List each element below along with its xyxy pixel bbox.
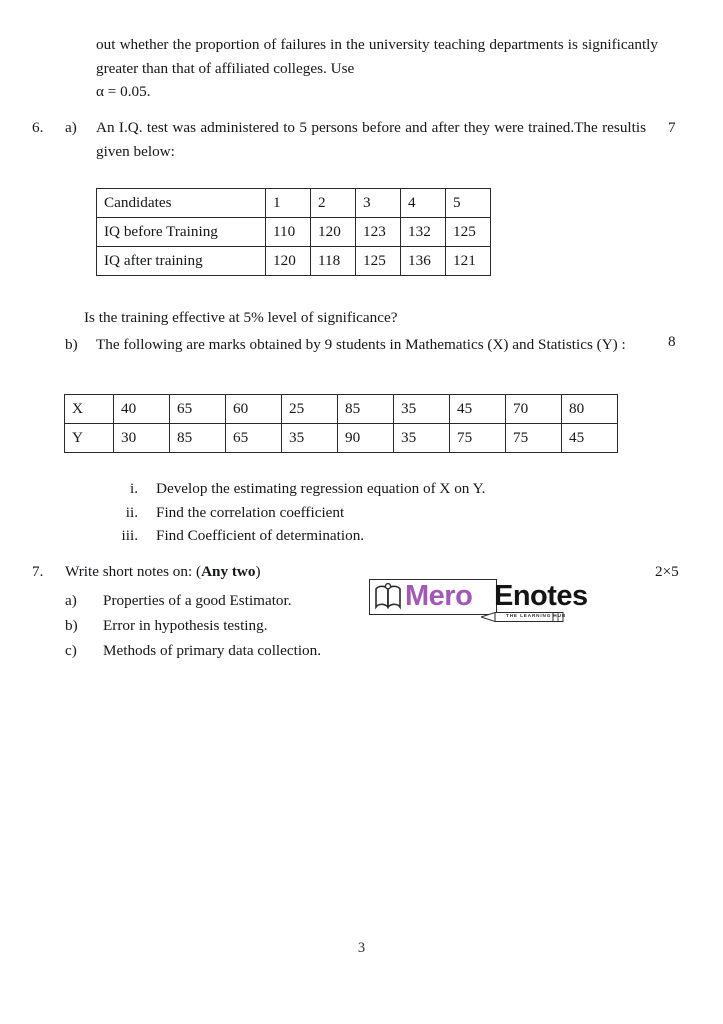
question-6a-marks: 7 bbox=[668, 119, 676, 136]
table-row bbox=[97, 189, 491, 218]
table-row bbox=[97, 218, 491, 247]
table-cell: 35 bbox=[282, 424, 338, 453]
question-7-lead-plain: Write short notes on: ( bbox=[65, 563, 202, 580]
table-cell: 2 bbox=[311, 189, 356, 218]
table-cell: 118 bbox=[311, 247, 356, 276]
table-cell: 125 bbox=[446, 218, 491, 247]
question-7-items bbox=[65, 588, 395, 663]
table-cell: 125 bbox=[356, 247, 401, 276]
question-6b-body: The following are marks obtained by 9 students in Mathematics (X) and Statistics (Y) : bbox=[96, 336, 626, 353]
table-cell: 40 bbox=[114, 395, 170, 424]
table-row bbox=[65, 395, 618, 424]
logo-brand-enotes: Enotes bbox=[494, 580, 588, 612]
intro-alpha-line bbox=[96, 80, 296, 104]
list-item-numeral: iii. bbox=[121, 527, 138, 544]
table-cell: 120 bbox=[311, 218, 356, 247]
question-7-marks: 2×5 bbox=[655, 563, 679, 580]
table-cell: 3 bbox=[356, 189, 401, 218]
table-cell: 75 bbox=[506, 424, 562, 453]
list-item bbox=[65, 613, 395, 638]
question-6b-letter: b) bbox=[65, 336, 78, 353]
iq-training-table bbox=[96, 188, 491, 276]
table-cell: 136 bbox=[401, 247, 446, 276]
table-cell: IQ before Training bbox=[97, 218, 266, 247]
list-item-label: Methods of primary data collection. bbox=[103, 642, 322, 659]
question-6b-marks: 8 bbox=[668, 333, 676, 350]
table-cell: Candidates bbox=[97, 189, 266, 218]
question-7-lead-bold: Any two bbox=[201, 563, 256, 580]
table-cell: 75 bbox=[450, 424, 506, 453]
table-cell: 90 bbox=[338, 424, 394, 453]
table-cell: 120 bbox=[266, 247, 311, 276]
list-item-letter: b) bbox=[65, 617, 78, 634]
table-cell: 5 bbox=[446, 189, 491, 218]
question-6a-followup-text: Is the training effective at 5% level of significance? bbox=[84, 309, 398, 326]
list-item bbox=[100, 501, 620, 525]
question-6a-text bbox=[96, 116, 646, 163]
list-item-label: Properties of a good Estimator. bbox=[103, 592, 292, 609]
table-cell: 35 bbox=[394, 424, 450, 453]
meroenotes-watermark-logo bbox=[369, 577, 588, 623]
logo-brand-mero: Mero bbox=[405, 580, 473, 612]
table-row bbox=[97, 247, 491, 276]
list-item bbox=[100, 524, 620, 548]
intro-paragraph-text: out whether the proportion of failures in the university teaching departments is significantly greater than that of affiliated colleges. Use bbox=[96, 36, 658, 77]
question-7-lead bbox=[65, 560, 395, 584]
table-cell: 30 bbox=[114, 424, 170, 453]
list-item-numeral: ii. bbox=[125, 503, 138, 521]
list-item-label: Develop the estimating regression equation of X on Y. bbox=[156, 480, 486, 497]
table-cell: 60 bbox=[226, 395, 282, 424]
table-cell: Y bbox=[65, 424, 114, 453]
marks-xy-table bbox=[64, 394, 618, 453]
table-cell: 1 bbox=[266, 189, 311, 218]
table-cell: 70 bbox=[506, 395, 562, 424]
list-item-label: Find the correlation coefficient bbox=[156, 503, 345, 521]
logo-tagline: THE LEARNING HUB bbox=[506, 613, 567, 618]
table-cell: 45 bbox=[450, 395, 506, 424]
table-cell: 45 bbox=[562, 424, 618, 453]
list-item-letter: c) bbox=[65, 642, 77, 659]
table-cell: 35 bbox=[394, 395, 450, 424]
table-cell: IQ after training bbox=[97, 247, 266, 276]
list-item-letter: a) bbox=[65, 592, 77, 609]
list-item-label: Find Coefficient of determination. bbox=[156, 527, 365, 544]
question-6a-followup bbox=[84, 306, 604, 330]
table-cell: 25 bbox=[282, 395, 338, 424]
list-item bbox=[100, 477, 620, 501]
list-item bbox=[65, 588, 395, 613]
question-7-number: 7. bbox=[32, 563, 44, 580]
open-book-icon bbox=[373, 583, 403, 611]
question-6b-subitems bbox=[100, 477, 620, 548]
table-cell: 65 bbox=[226, 424, 282, 453]
question-6b-text bbox=[96, 333, 646, 357]
page-number: 3 bbox=[357, 940, 366, 956]
table-cell: X bbox=[65, 395, 114, 424]
table-cell: 123 bbox=[356, 218, 401, 247]
table-cell: 110 bbox=[266, 218, 311, 247]
table-cell: 65 bbox=[170, 395, 226, 424]
question-7-lead-close: ) bbox=[255, 563, 261, 580]
list-item-label: Error in hypothesis testing. bbox=[103, 617, 268, 634]
table-cell: 132 bbox=[401, 218, 446, 247]
table-cell: 85 bbox=[170, 424, 226, 453]
table-row bbox=[65, 424, 618, 453]
list-item-numeral: i. bbox=[129, 480, 138, 497]
table-cell: 121 bbox=[446, 247, 491, 276]
question-6-number: 6. bbox=[32, 119, 44, 136]
table-cell: 85 bbox=[338, 395, 394, 424]
question-6a-body: An I.Q. test was administered to 5 persons before and after they were trained.The resultis given below: bbox=[96, 119, 646, 160]
table-cell: 4 bbox=[401, 189, 446, 218]
question-6a-letter: a) bbox=[65, 119, 77, 136]
list-item bbox=[65, 638, 395, 663]
intro-paragraph bbox=[96, 33, 658, 80]
alpha-value: α = 0.05. bbox=[96, 83, 151, 100]
table-cell: 80 bbox=[562, 395, 618, 424]
